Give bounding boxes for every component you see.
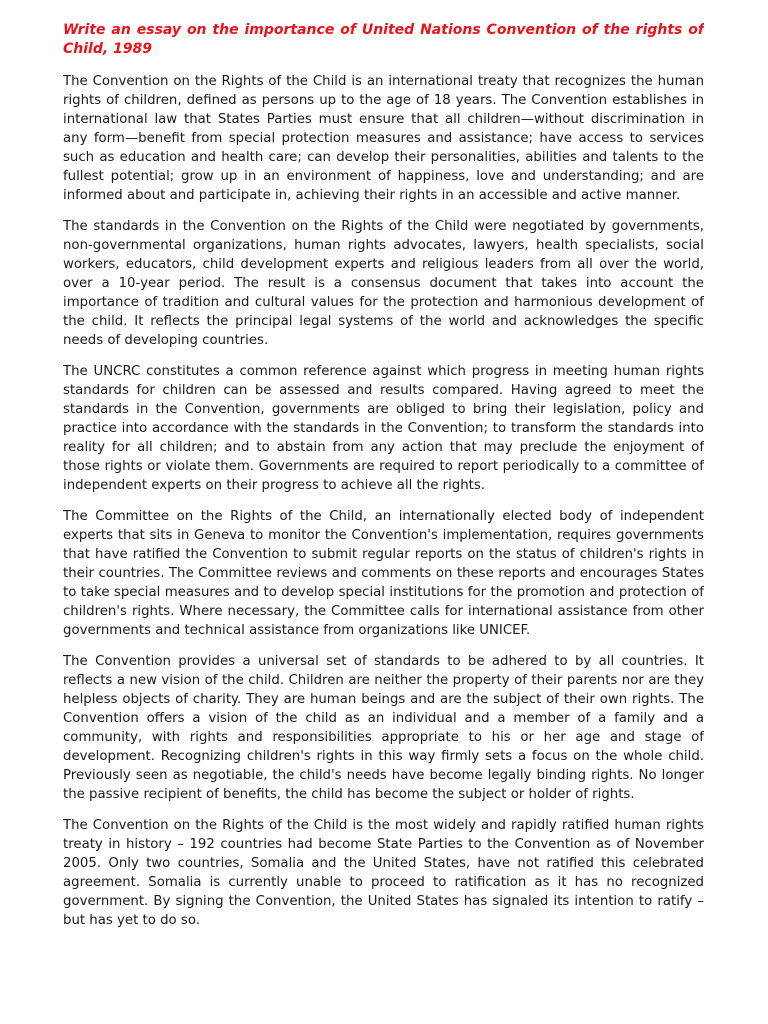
document-page	[63, 0, 704, 1024]
essay-title: Write an essay on the importance of United Nations Convention of the rights of Child, 1989	[63, 22, 704, 57]
paragraph-ratification: The Convention on the Rights of the Child is the most widely and rapidly ratified human rights treaty in history – 192 countries had become State Parties to the Convention as of November 2005. Only two countries, Somalia and the United States, have not ratified this celebrated agreement. Somalia is currently unable to proceed to ratification as it has no recognized government. By signing the Convention, the United States has signaled its intention to ratify – but has yet to do so.	[63, 818, 704, 928]
paragraph-universal-standards: The Convention provides a universal set of standards to be adhered to by all countries. It reflects a new vision of the child. Children are neither the property of their parents nor are they helpless objects of charity. They are human beings and are the subject of their own rights. The Convention offers a vision of the child as an individual and a member of a family and a community, with rights and responsibilities appropriate to his or her age and stage of development. Recognizing children's rights in this way firmly sets a focus on the whole child. Previously seen as negotiable, the child's needs have become legally binding rights. No longer the passive recipient of benefits, the child has become the subject or holder of rights.	[63, 654, 704, 802]
paragraph-negotiation: The standards in the Convention on the Rights of the Child were negotiated by governments, non-governmental organizations, human rights advocates, lawyers, health specialists, social workers, educators, child development experts and religious leaders from all over the world, over a 10-year period. The result is a consensus document that takes into account the importance of tradition and cultural values for the protection and harmonious development of the child. It reflects the principal legal systems of the world and acknowledges the specific needs of developing countries.	[63, 219, 704, 348]
paragraph-committee: The Committee on the Rights of the Child, an internationally elected body of independent experts that sits in Geneva to monitor the Convention's implementation, requires governments that have ratified the Convention to submit regular reports on the status of children's rights in their countries. The Committee reviews and comments on these reports and encourages States to take special measures and to develop special institutions for the promotion and protection of children's rights. Where necessary, the Committee calls for international assistance from other governments and technical assistance from organizations like UNICEF.	[63, 509, 704, 638]
paragraph-uncrc-reference: The UNCRC constitutes a common reference against which progress in meeting human rights standards for children can be assessed and results compared. Having agreed to meet the standards in the Convention, governments are obliged to bring their legislation, policy and practice into accordance with the standards in the Convention; to transform the standards into reality for all children; and to abstain from any action that may preclude the enjoyment of those rights or violate them. Governments are required to report periodically to a committee of independent experts on their progress to achieve all the rights.	[63, 364, 704, 493]
paragraph-definition: The Convention on the Rights of the Child is an international treaty that recognizes the human rights of children, defined as persons up to the age of 18 years. The Convention establishes in international law that States Parties must ensure that all children—without discrimination in any form—benefit from special protection measures and assistance; have access to services such as education and health care; can develop their personalities, abilities and talents to the fullest potential; grow up in an environment of happiness, love and understanding; and are informed about and participate in, achieving their rights in an accessible and active manner.	[63, 74, 704, 203]
